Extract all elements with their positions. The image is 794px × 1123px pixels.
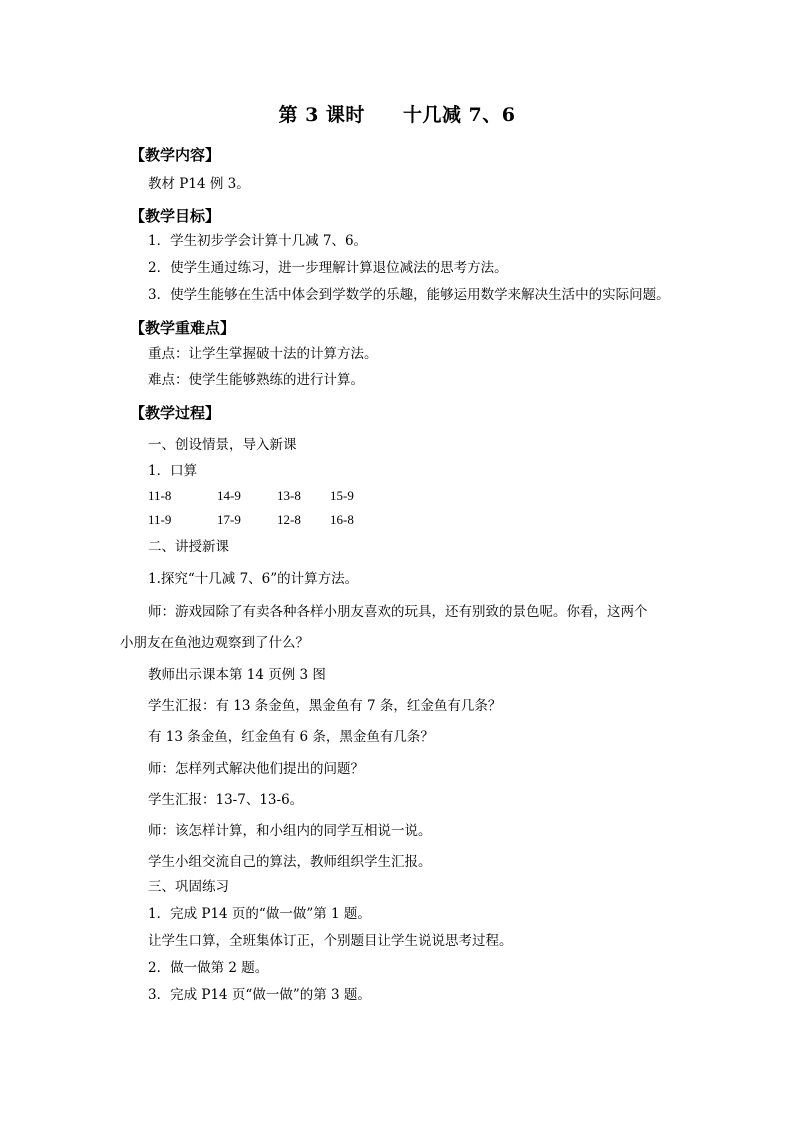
show-line: 教师出示课本第 14 页例 3 图: [148, 667, 326, 683]
explore-line: 1.探究“十几减 7、6”的计算方法。: [148, 571, 359, 587]
calc-item: 16-8: [330, 512, 354, 527]
calc-item: 14-9: [217, 488, 241, 503]
section-heading-process: 【教学过程】: [130, 404, 221, 422]
report-line-2: 有 13 条金鱼，红金鱼有 6 条，黑金鱼有几条？: [148, 729, 434, 745]
teacher-line-3: 师：该怎样计算，和小组内的同学互相说一说。: [148, 823, 432, 839]
exercise-line-1b: 让学生口算，全班集体订正，个别题目让学生说说思考过程。: [148, 933, 513, 949]
page-title: [0, 100, 794, 127]
section-heading-goals: 【教学目标】: [130, 207, 221, 225]
lesson-number: 第 3 课时: [278, 104, 365, 126]
calc-item: 11-8: [148, 488, 172, 503]
exercise-line-3: 3．完成 P14 页“做一做”的第 3 题。: [148, 987, 371, 1003]
calc-item: 11-9: [148, 512, 172, 527]
exercise-line-1: 1．完成 P14 页的“做一做”第 1 题。: [148, 906, 371, 922]
process-part-2: 二、讲授新课: [148, 539, 229, 555]
report-line-3: 学生汇报：13-7、13-6。: [148, 792, 304, 808]
groups-line: 学生小组交流自己的算法，教师组织学生汇报。: [148, 854, 432, 870]
teacher-line-1a: 师：游戏园除了有卖各种各样小朋友喜欢的玩具，还有别致的景色呢。你看，这两个: [148, 604, 648, 620]
exercise-line-2: 2．做一做第 2 题。: [148, 960, 269, 976]
section-heading-keypoints: 【教学重难点】: [130, 319, 236, 337]
section-heading-content: 【教学内容】: [130, 146, 221, 164]
calc-item: 17-9: [217, 512, 241, 527]
goal-line-2: 2．使学生通过练习，进一步理解计算退位减法的思考方法。: [148, 260, 508, 276]
keypoint-line-2: 难点：使学生能够熟练的进行计算。: [148, 372, 364, 388]
keypoint-line-1: 重点：让学生掌握破十法的计算方法。: [148, 346, 378, 362]
process-part-3: 三、巩固练习: [148, 879, 229, 895]
teacher-line-1b: 小朋友在鱼池边观察到了什么？: [120, 635, 309, 651]
process-part-1: 一、创设情景，导入新课: [148, 437, 297, 453]
oral-calc-label: 1．口算: [148, 463, 198, 479]
calc-item: 12-8: [277, 512, 301, 527]
goal-line-1: 1．学生初步学会计算十几减 7、6。: [148, 233, 368, 249]
calc-item: 13-8: [277, 488, 301, 503]
calc-item: 15-9: [330, 488, 354, 503]
content-line: 教材 P14 例 3。: [148, 176, 250, 192]
teacher-line-2: 师：怎样列式解决他们提出的问题？: [148, 761, 364, 777]
report-line-1: 学生汇报：有 13 条金鱼，黑金鱼有 7 条，红金鱼有几条？: [148, 698, 502, 714]
goal-line-3: 3．使学生能够在生活中体会到学数学的乐趣，能够运用数学来解决生活中的实际问题。: [148, 287, 670, 303]
lesson-topic: 十几减 7、6: [402, 104, 516, 126]
